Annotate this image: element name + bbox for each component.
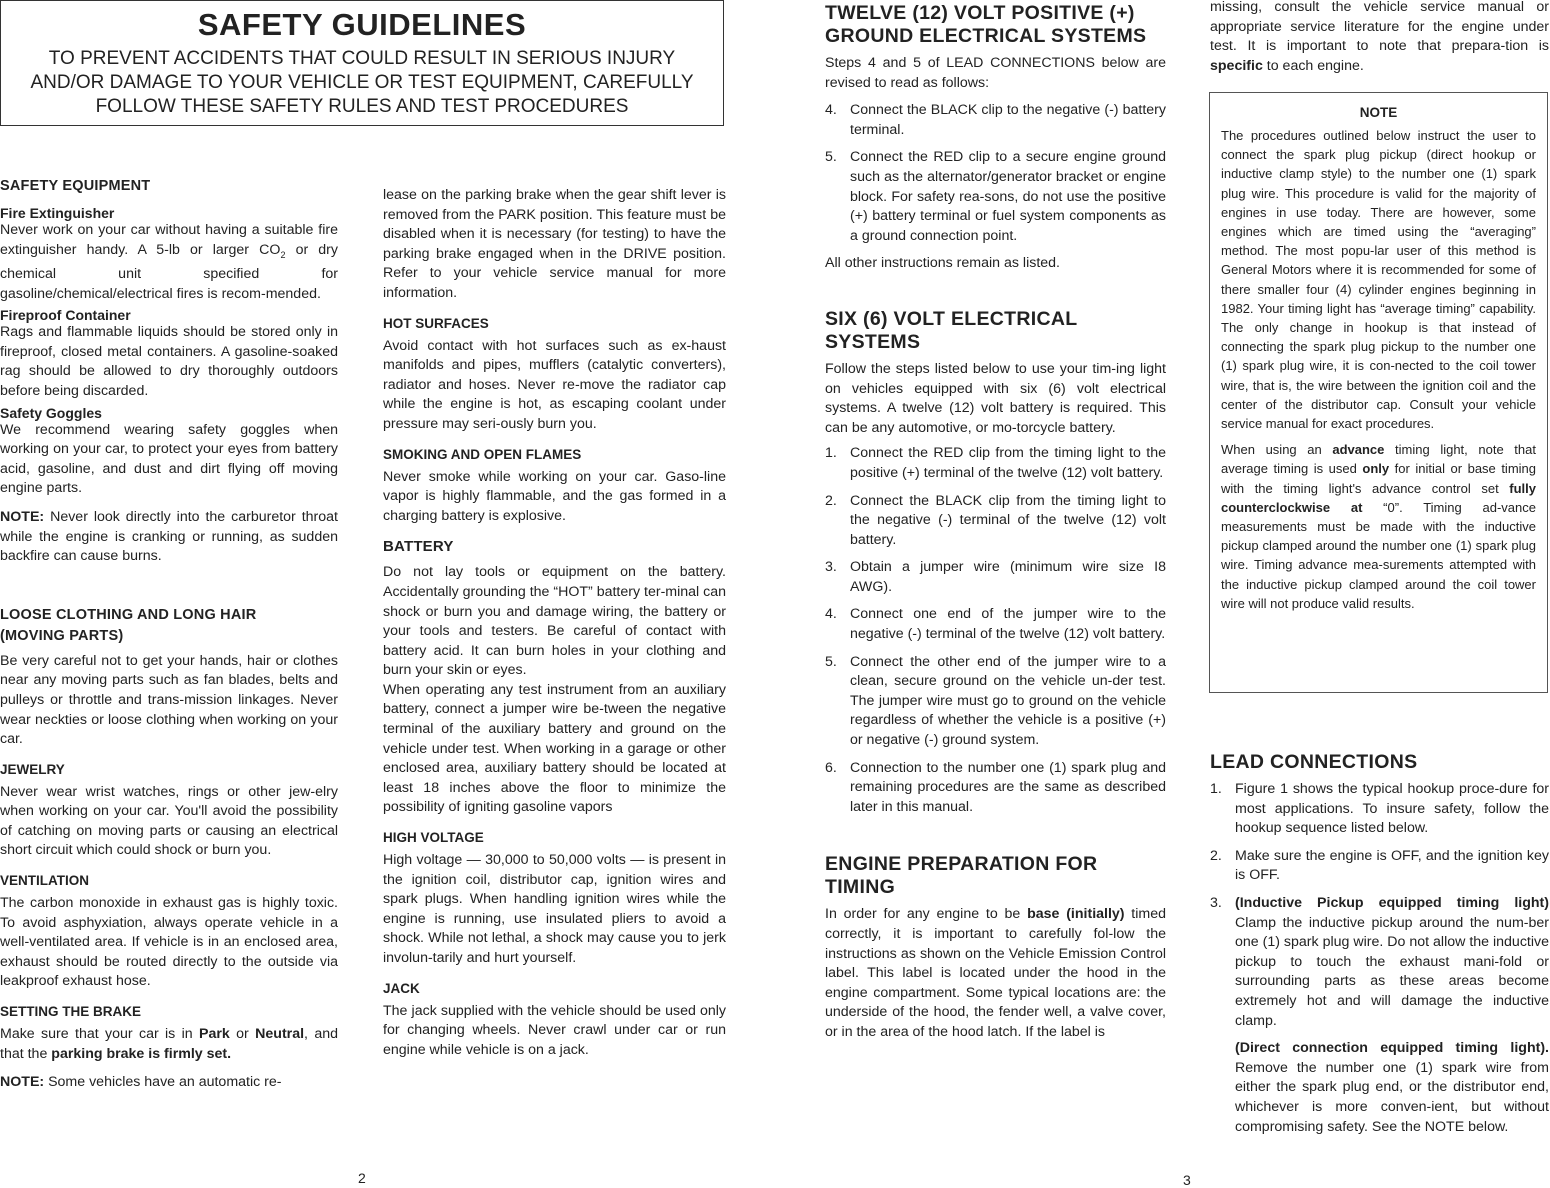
list-item: 1. Connect the RED clip from the timing light to the positive (+) terminal of the twelve (12) volt battery.	[825, 445, 1166, 481]
paragraph: Avoid contact with hot surfaces such as ex-haust manifolds and pipes, mufflers (catalytic converters), radiator and hoses. Never re-move the radiator cap while the engine is hot, as escaping coolant under pressure may seri-ously burn you.	[383, 337, 726, 432]
column-2	[383, 0, 726, 1060]
list-item: 5. Connect the other end of the jumper wire to a clean, secure ground on the vehicle un-der test. The jumper wire must go to ground on the vehicle regardless of whether the vehicle is a positive (+) or negative (-) ground system.	[825, 653, 1166, 749]
list-item: 4. Connect one end of the jumper wire to the negative (-) terminal of the twelve (12) volt battery.	[825, 606, 1166, 643]
paragraph: Be very careful not to get your hands, hair or clothes near any moving parts such as fan blades, belts and pulleys or throttle and trans-mission linkages. Never wear neckties or loose clothing when working on your car.	[0, 652, 338, 748]
paragraph: The jack supplied with the vehicle should be used only for changing wheels. Never crawl under car or run engine while vehicle is on a jack.	[383, 1002, 726, 1058]
lead-connections	[1210, 751, 1549, 1137]
paragraph: Never work on your car without having a suitable fire extinguisher handy. A 5-lb or larger $CO_2$ or dry chemical unit specified for gasoline/chemical/electrical fires is recom-mended.	[0, 222, 338, 302]
note-title: NOTE	[1359, 105, 1398, 120]
section-heading: LOOSE CLOTHING AND LONG HAIR (MOVING PARTS)	[0, 606, 257, 644]
subsection-heading: HIGH VOLTAGE	[383, 830, 484, 846]
list-item: 3. Obtain a jumper wire (minimum wire size I8 AWG).	[825, 559, 1166, 595]
paragraph: lease on the parking brake when the gear shift lever is removed from the PARK position. This feature must be disabled when it is necessary (for testing) to have the parking brake engaged when in the DRIVE position. Refer to your vehicle service manual for more information.	[383, 187, 726, 301]
subsection-heading: VENTILATION	[0, 873, 89, 889]
note-paragraph: When using an advance timing light, note that average timing is used only for initial or base timing with the timing light's advance control set fully counterclockwise at “0”. Timing ad-vance measurements must be made with the inductive pickup clamped around the number one (1) spark plug wire. Timing advance mea-surements attempted with the inductive pickup clamped around the coil tower wire will not produce valid results.	[1221, 442, 1536, 611]
subsection-heading: JEWELRY	[0, 761, 65, 777]
section-heading: ENGINE PREPARATION FOR TIMING	[825, 853, 1098, 899]
paragraph: NOTE: Never look directly into the carburetor throat while the engine is cranking or running, as sudden backfire can cause burns.	[0, 508, 338, 565]
paragraph: Steps 4 and 5 of LEAD CONNECTIONS below are revised to read as follows:	[825, 55, 1166, 91]
page-title: SAFETY GUIDELINES	[197, 7, 527, 42]
twelve-volt-steps	[825, 101, 1166, 246]
section-heading: TWELVE (12) VOLT POSITIVE (+) GROUND ELECTRICAL SYSTEMS	[825, 2, 1147, 47]
page-number: 2	[358, 1170, 366, 1186]
lead-steps	[1210, 780, 1549, 1137]
list-item: (Direct connection equipped timing light). Remove the number one (1) spark wire from either the spark plug end, or the distributor end, whichever is more conven-ient, but without compromising safety. See the NOTE below.	[1235, 1040, 1549, 1135]
subsection-heading: Safety Goggles	[0, 404, 102, 421]
page-number: 3	[1183, 1172, 1191, 1188]
paragraph: Never smoke while working on your car. Gaso-line vapor is highly flammable, and the gas formed in a charging battery is explosive.	[383, 468, 726, 524]
list-item: 3. (Inductive Pickup equipped timing light) Clamp the inductive pickup around the num-ber one (1) spark plug wire. Do not allow the inductive pickup to touch the exhaust mani-fold or surrounding parts as these areas become extremely hot and will damage the inductive clamp.	[1210, 894, 1549, 1029]
subsection-heading: SETTING THE BRAKE	[0, 1004, 142, 1020]
paragraph: We recommend wearing safety goggles when working on your car, to protect your eyes from battery acid, gasoline, and dust and dirt flying off moving engine parts.	[0, 421, 338, 497]
paragraph: Do not lay tools or equipment on the battery. Accidentally grounding the “HOT” battery ter-minal can shock or burn you and damage wiring, the battery or your tools and testers. Be careful of contact with battery acid. It can burn holes in your clothing and burn your skin or eyes.	[383, 564, 727, 679]
list-item: 6. Connection to the number one (1) spark plug and remaining procedures are the same as described later in this manual.	[825, 759, 1166, 815]
subsection-heading: JACK	[383, 980, 420, 996]
column-3	[825, 0, 1166, 1043]
paragraph: When operating any test instrument from an auxiliary battery, connect a jumper wire be-tween the negative terminal of the auxiliary battery and ground on the vehicle under test. When working in a garage or other enclosed area, auxiliary battery should be located at least 18 inches above the floor to minimize the possibility of igniting gasoline vapors	[383, 681, 726, 816]
list-item: 1. Figure 1 shows the typical hookup proce-dure for most applications. To insure safety, follow the hookup sequence listed below.	[1210, 781, 1549, 837]
paragraph: Rags and flammable liquids should be stored only in fireproof, closed metal containers. A gasoline-soaked rag should be allowed to dry thoroughly outdoors before being discarded.	[0, 324, 338, 399]
subsection-heading: Fire Extinguisher	[0, 205, 115, 221]
paragraph: High voltage — 30,000 to 50,000 volts — is present in the ignition coil, distributor cap, ignition wires and spark plugs. When handling ignition wires while the engine is running, use insulated pliers to avoid a shock. While not lethal, a shock may cause you to jerk involun-tarily and hurt yourself.	[383, 852, 726, 966]
section-heading: BATTERY	[383, 538, 454, 556]
section-heading: SIX (6) VOLT ELECTRICAL SYSTEMS	[825, 307, 1078, 353]
paragraph: In order for any engine to be base (initially) timed correctly, it is important to carefully fol-low the instructions as shown on the Vehicle Emission Control label. This label is located under the hood in the engine compartment. Some typical locations are: the underside of the hood, the fender well, a valve cover, or in the area of the hood latch. If the label is	[825, 906, 1167, 1040]
paragraph: Make sure that your car is in Park or Neutral, and that the parking brake is firmly set.	[0, 1026, 338, 1062]
column-4	[1210, 0, 1549, 76]
note-box	[1209, 92, 1548, 693]
paragraph: All other instructions remain as listed.	[825, 255, 1060, 272]
subsection-heading: HOT SURFACES	[383, 315, 489, 331]
section-heading: SAFETY EQUIPMENT	[0, 178, 151, 194]
subsection-heading: SMOKING AND OPEN FLAMES	[383, 446, 582, 462]
paragraph: Follow the steps listed below to use your tim-ing light on vehicles equipped with six (6) volt electrical systems. A twelve (12) volt battery is required. This can be any automotive, or mo-torcycle battery.	[825, 360, 1166, 436]
list-item: 2. Connect the BLACK clip from the timing light to the negative (-) terminal of the twelve (12) volt battery.	[825, 492, 1166, 548]
subsection-heading: Fireproof Container	[0, 307, 131, 324]
list-item: 5. Connect the RED clip to a secure engine ground such as the alternator/generator bracket or engine block. For safety rea-sons, do not use the positive (+) battery terminal or fuel system components as a ground connection point.	[825, 149, 1166, 244]
section-heading: LEAD CONNECTIONS	[1210, 751, 1418, 773]
paragraph: The carbon monoxide in exhaust gas is highly toxic. To avoid asphyxiation, always operate vehicle in a well-ventilated area. If vehicle is in an enclosed area, exhaust should be routed directly to the outside via leakproof exhaust hose.	[0, 895, 338, 990]
six-volt-steps	[825, 444, 1166, 817]
list-item: 2. Make sure the engine is OFF, and the ignition key is OFF.	[1210, 847, 1549, 884]
note-paragraph: The procedures outlined below instruct the user to connect the spark plug pickup (direct hookup or inductive clamp style) to the number one (1) spark plug wire. This procedure is valid for the majority of engines in use today. There are however, some engines which are timed using the “averaging” method. The most popu-lar user of this method is General Motors where it is recommended for some of there smaller four (4) cylinder engines beginning in 1982. Your timing light has “average timing” capability. The only change in hookup is that instead of connecting the spark plug pickup to the number one (1) spark plug wire, it is con-nected to the coil tower wire, that is, the wire between the ignition coil and the center of the distributor cap. Consult your vehicle service manual for exact procedures.	[1221, 128, 1536, 432]
header-line: TO PREVENT ACCIDENTS THAT COULD RESULT IN SERIOUS INJURY	[48, 48, 676, 69]
paragraph: Never wear wrist watches, rings or other jew-elry when working on your car. You'll avoid the possibility of catching on moving parts or causing an electrical short circuit which could shock or burn you.	[0, 783, 338, 859]
paragraph: NOTE: Some vehicles have an automatic re-	[0, 1074, 282, 1091]
column-1	[0, 0, 338, 1093]
header-line: FOLLOW THESE SAFETY RULES AND TEST PROCEDURES	[95, 96, 629, 117]
header-line: AND/OR DAMAGE TO YOUR VEHICLE OR TEST EQUIPMENT, CAREFULLY	[30, 72, 694, 93]
paragraph: missing, consult the vehicle service manual or appropriate service literature for the engine under test. It is important to note that prepara-tion is specific to each engine.	[1210, 0, 1549, 74]
list-item: 4. Connect the BLACK clip to the negative (-) battery terminal.	[825, 102, 1166, 138]
